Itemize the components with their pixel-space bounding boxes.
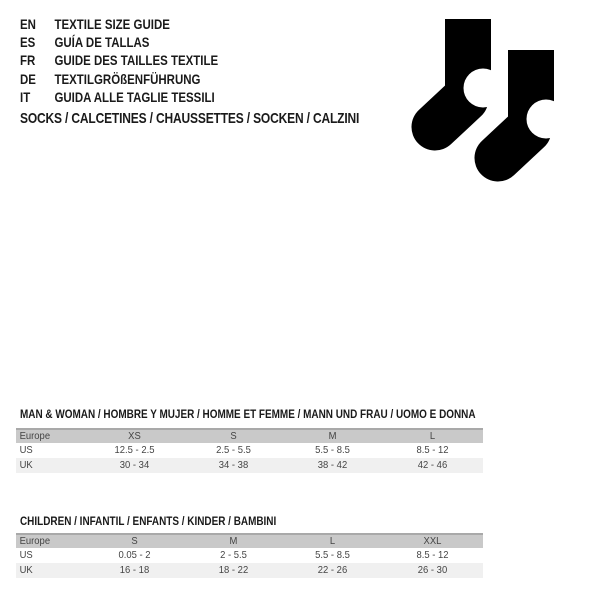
- header-cell-region: Europe: [19, 535, 51, 547]
- header-cell-size: XS: [128, 430, 141, 442]
- size-value: 8.5 - 12: [416, 549, 449, 561]
- header-cell-size: M: [229, 535, 238, 547]
- table-row-us: [16, 548, 483, 563]
- language-code: EN: [20, 16, 36, 32]
- size-value: 8.5 - 12: [416, 444, 449, 456]
- header-cell-region: Europe: [19, 430, 51, 442]
- size-value: 2 - 5.5: [220, 549, 247, 561]
- size-value: 26 - 30: [417, 564, 448, 576]
- socks-icon: [400, 10, 570, 190]
- row-label: UK: [19, 459, 33, 471]
- size-value: 12.5 - 2.5: [114, 444, 155, 456]
- language-row-es: [20, 33, 218, 51]
- language-label: TEXTILGRÖßENFÜHRUNG: [54, 70, 201, 87]
- children-size-table: [16, 533, 483, 578]
- size-value: 22 - 26: [317, 564, 348, 576]
- size-value: 5.5 - 8.5: [315, 549, 350, 561]
- language-row-it: [20, 88, 218, 106]
- table-header-row: [16, 428, 483, 443]
- size-value: 30 - 34: [119, 459, 150, 471]
- table-row-us: [16, 443, 483, 458]
- man-woman-size-table: [16, 428, 483, 473]
- language-label: TEXTILE SIZE GUIDE: [54, 16, 170, 32]
- language-row-de: [20, 70, 218, 88]
- size-value: 2.5 - 5.5: [216, 444, 251, 456]
- size-value: 42 - 46: [417, 459, 448, 471]
- header-cell-size: L: [329, 535, 336, 547]
- category-title: SOCKS / CALCETINES / CHAUSSETTES / SOCKEN / CALZINI: [20, 110, 360, 127]
- language-list: [20, 15, 218, 106]
- language-code: ES: [20, 34, 36, 51]
- size-value: 34 - 38: [218, 459, 249, 471]
- table-header-row: [16, 533, 483, 548]
- size-value: 38 - 42: [317, 459, 348, 471]
- size-value: 18 - 22: [218, 564, 249, 576]
- language-row-fr: [20, 51, 218, 69]
- header-cell-size: L: [429, 430, 436, 442]
- header-cell-size: S: [230, 430, 237, 442]
- language-row-en: [20, 15, 218, 33]
- header-cell-size: XXL: [423, 535, 442, 547]
- header-cell-size: M: [328, 430, 337, 442]
- row-label: UK: [19, 564, 33, 576]
- man-woman-table-title: MAN & WOMAN / HOMBRE Y MUJER / HOMME ET FEMME / MANN UND FRAU / UOMO E DONNA: [20, 409, 476, 421]
- row-label: US: [19, 444, 33, 456]
- language-code: FR: [20, 52, 36, 69]
- row-label: US: [19, 549, 33, 561]
- size-value: 5.5 - 8.5: [315, 444, 350, 456]
- table-row-uk: [16, 458, 483, 473]
- language-label: GUÍA DE TALLAS: [54, 34, 150, 51]
- language-code: DE: [20, 70, 36, 87]
- table-row-uk: [16, 563, 483, 578]
- size-value: 0.05 - 2: [118, 549, 151, 561]
- language-label: GUIDA ALLE TAGLIE TESSILI: [54, 88, 215, 105]
- language-code: IT: [20, 88, 31, 105]
- header-cell-size: S: [131, 535, 138, 547]
- size-value: 16 - 18: [119, 564, 150, 576]
- language-label: GUIDE DES TAILLES TEXTILE: [54, 52, 219, 69]
- children-table-title: CHILDREN / INFANTIL / ENFANTS / KINDER / BAMBINI: [20, 516, 277, 528]
